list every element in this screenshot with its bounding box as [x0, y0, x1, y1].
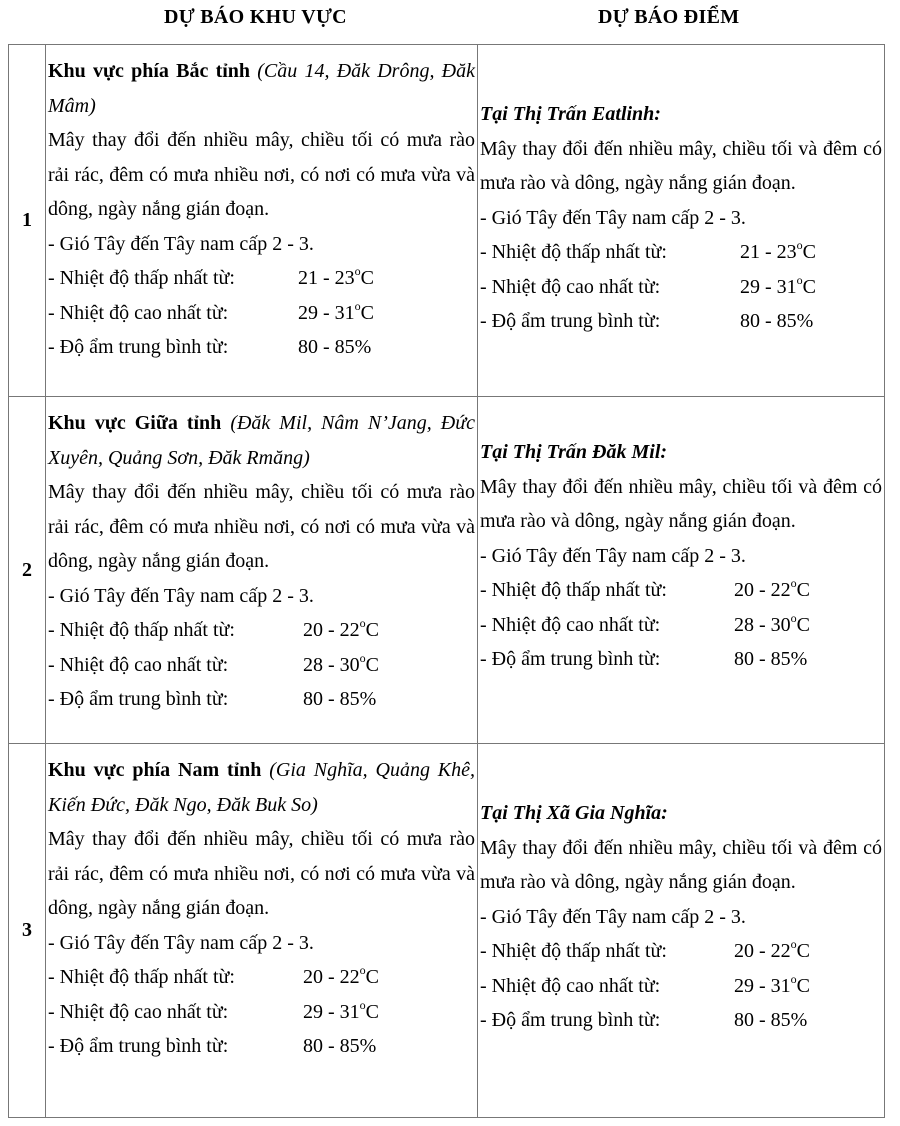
max-temp-label: - Nhiệt độ cao nhất từ:: [48, 1000, 229, 1023]
max-temp-value: 29 - 31$^o$C: [740, 272, 817, 298]
min-temp-label: - Nhiệt độ thấp nhất từ:: [480, 940, 667, 962]
region-description: Mây thay đổi đến nhiều mây, chiều tối có mưa rào rải rác, đêm có mưa nhiều nơi, có nơi có mưa vừa và dông, ngày nắng gián đoạn.: [48, 129, 475, 220]
point-forecast-cell: [478, 397, 885, 744]
point-description: Mây thay đổi đến nhiều mây, chiều tối và đêm có mưa rào và dông, ngày nắng gián đoạn.: [480, 137, 882, 194]
max-temp-value: 29 - 31$^o$C: [298, 298, 375, 324]
point-forecast-cell: [478, 45, 885, 397]
row-number: 2: [9, 397, 46, 744]
region-wind: - Gió Tây đến Tây nam cấp 2 - 3.: [48, 931, 314, 954]
humidity-value: 80 - 85%: [298, 336, 372, 358]
max-temp-value: 29 - 31$^o$C: [734, 971, 811, 997]
point-min-temp: [480, 573, 882, 608]
point-title: Tại Thị Trấn Eatlinh:: [480, 103, 661, 125]
region-description: Mây thay đổi đến nhiều mây, chiều tối có mưa rào rải rác, đêm có mưa nhiều nơi, có nơi có mưa vừa và dông, ngày nắng gián đoạn.: [48, 828, 475, 919]
header-region-forecast: DỰ BÁO KHU VỰC: [164, 6, 347, 28]
region-max-temp: [48, 995, 475, 1030]
row-number: 1: [9, 45, 46, 397]
point-title: Tại Thị Trấn Đăk Mil:: [480, 441, 668, 463]
min-temp-value: 21 - 23$^o$C: [298, 264, 375, 289]
humidity-value: 80 - 85%: [734, 648, 808, 670]
point-description: Mây thay đổi đến nhiều mây, chiều tối và đêm có mưa rào và dông, ngày nắng gián đoạn.: [480, 475, 882, 532]
max-temp-label: - Nhiệt độ cao nhất từ:: [480, 974, 661, 997]
region-min-temp: [48, 613, 475, 648]
point-humidity: [480, 1003, 882, 1038]
humidity-label: - Độ ẩm trung bình từ:: [480, 310, 661, 332]
humidity-value: 80 - 85%: [303, 1035, 377, 1057]
region-max-temp: [48, 648, 475, 683]
min-temp-label: - Nhiệt độ thấp nhất từ:: [48, 267, 235, 289]
min-temp-label: - Nhiệt độ thấp nhất từ:: [480, 241, 667, 263]
region-description: Mây thay đổi đến nhiều mây, chiều tối có mưa rào rải rác, đêm có mưa nhiều nơi, có nơi có mưa vừa và dông, ngày nắng gián đoạn.: [48, 481, 475, 572]
region-area-name: Khu vực Giữa tỉnh: [48, 412, 222, 434]
region-humidity: [48, 682, 475, 717]
table-header: [0, 0, 900, 44]
region-title: [48, 54, 475, 123]
table-row: [9, 744, 885, 1118]
region-min-temp: [48, 960, 475, 995]
forecast-table: [8, 44, 885, 1118]
region-min-temp: [48, 261, 475, 296]
humidity-value: 80 - 85%: [734, 1009, 808, 1031]
max-temp-label: - Nhiệt độ cao nhất từ:: [48, 301, 229, 324]
humidity-label: - Độ ẩm trung bình từ:: [48, 688, 229, 710]
point-title: Tại Thị Xã Gia Nghĩa:: [480, 802, 668, 824]
region-forecast-cell: [46, 397, 478, 744]
point-humidity: [480, 304, 882, 339]
humidity-label: - Độ ẩm trung bình từ:: [48, 1035, 229, 1057]
min-temp-label: - Nhiệt độ thấp nhất từ:: [480, 579, 667, 601]
region-forecast-cell: [46, 45, 478, 397]
point-min-temp: [480, 934, 882, 969]
region-humidity: [48, 1029, 475, 1064]
region-wind: - Gió Tây đến Tây nam cấp 2 - 3.: [48, 232, 314, 255]
region-places: (Đăk Mil, Nâm N’Jang, Đức Xuyên, Quảng Sơn, Đăk Rmăng): [48, 412, 475, 469]
region-area-name: Khu vực phía Nam tỉnh: [48, 759, 262, 781]
table-row: [9, 45, 885, 397]
point-wind: - Gió Tây đến Tây nam cấp 2 - 3.: [480, 206, 746, 229]
max-temp-label: - Nhiệt độ cao nhất từ:: [480, 275, 661, 298]
min-temp-value: 20 - 22$^o$C: [734, 937, 811, 962]
min-temp-label: - Nhiệt độ thấp nhất từ:: [48, 966, 235, 988]
humidity-value: 80 - 85%: [740, 310, 814, 332]
max-temp-value: 28 - 30$^o$C: [303, 650, 380, 676]
humidity-value: 80 - 85%: [303, 688, 377, 710]
region-wind: - Gió Tây đến Tây nam cấp 2 - 3.: [48, 584, 314, 607]
max-temp-label: - Nhiệt độ cao nhất từ:: [48, 653, 229, 676]
min-temp-label: - Nhiệt độ thấp nhất từ:: [48, 619, 235, 641]
point-description: Mây thay đổi đến nhiều mây, chiều tối và đêm có mưa rào và dông, ngày nắng gián đoạn.: [480, 836, 882, 893]
region-places: (Cầu 14, Đăk Drông, Đăk Mâm): [48, 60, 476, 117]
point-min-temp: [480, 235, 882, 270]
humidity-label: - Độ ẩm trung bình từ:: [480, 1009, 661, 1031]
region-places: (Gia Nghĩa, Quảng Khê, Kiến Đức, Đăk Ngo, Đăk Buk So): [48, 759, 476, 816]
min-temp-value: 20 - 22$^o$C: [734, 576, 811, 601]
region-area-name: Khu vực phía Bắc tỉnh: [48, 60, 251, 82]
humidity-label: - Độ ẩm trung bình từ:: [480, 648, 661, 670]
point-wind: - Gió Tây đến Tây nam cấp 2 - 3.: [480, 905, 746, 928]
point-max-temp: [480, 969, 882, 1004]
max-temp-value: 28 - 30$^o$C: [734, 610, 811, 636]
min-temp-value: 20 - 22$^o$C: [303, 616, 380, 641]
point-humidity: [480, 642, 882, 677]
point-wind: - Gió Tây đến Tây nam cấp 2 - 3.: [480, 544, 746, 567]
header-point-forecast: DỰ BÁO ĐIỂM: [598, 6, 740, 28]
region-title: [48, 406, 475, 475]
point-forecast-cell: [478, 744, 885, 1118]
region-max-temp: [48, 296, 475, 331]
table-row: [9, 397, 885, 744]
min-temp-value: 20 - 22$^o$C: [303, 963, 380, 988]
region-humidity: [48, 330, 475, 365]
max-temp-label: - Nhiệt độ cao nhất từ:: [480, 613, 661, 636]
row-number: 3: [9, 744, 46, 1118]
point-max-temp: [480, 270, 882, 305]
humidity-label: - Độ ẩm trung bình từ:: [48, 336, 229, 358]
max-temp-value: 29 - 31$^o$C: [303, 997, 380, 1023]
region-forecast-cell: [46, 744, 478, 1118]
point-max-temp: [480, 608, 882, 643]
region-title: [48, 753, 475, 822]
min-temp-value: 21 - 23$^o$C: [740, 238, 817, 263]
